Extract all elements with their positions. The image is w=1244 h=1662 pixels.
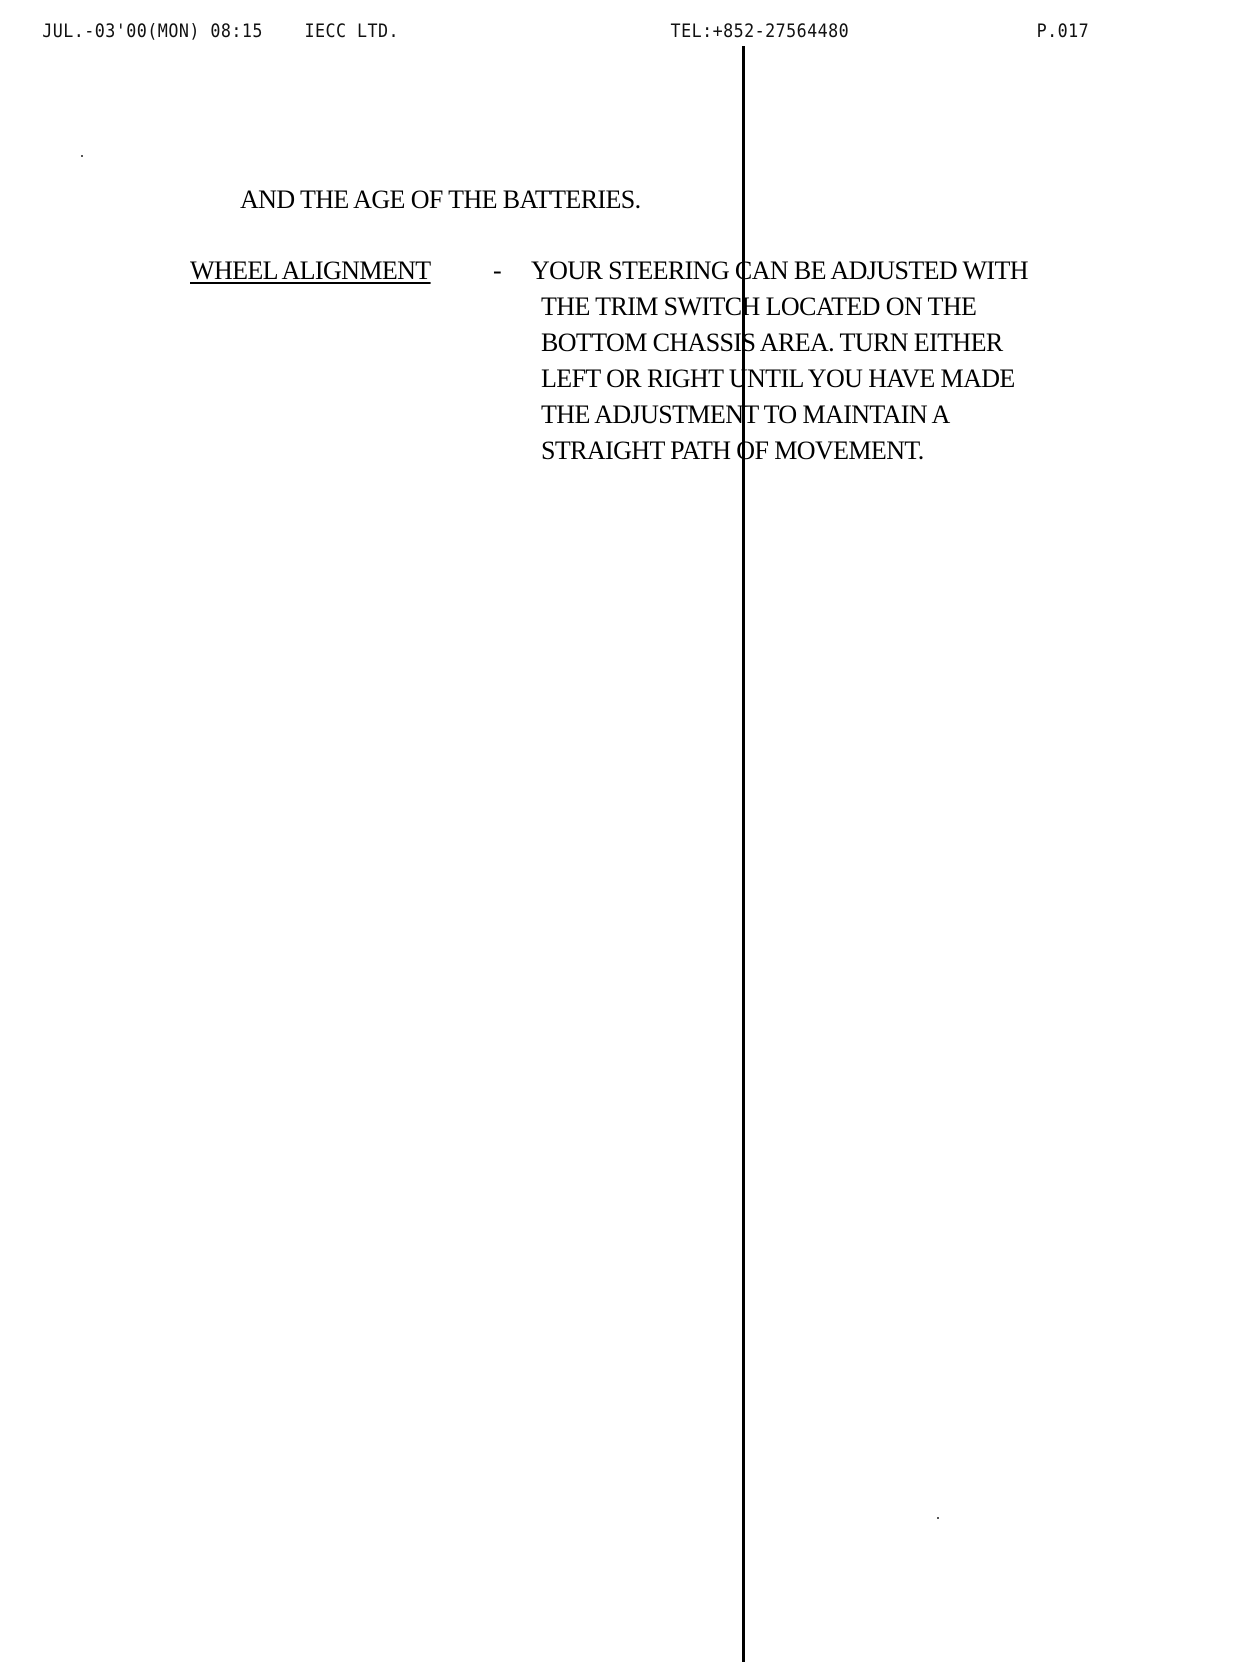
section-body xyxy=(531,253,1028,469)
fax-telephone: TEL:+852-27564480 xyxy=(670,20,850,42)
scan-speck xyxy=(81,155,83,157)
section-separator: - xyxy=(493,256,502,285)
fax-page-number: P.017 xyxy=(1036,20,1090,42)
fax-header xyxy=(0,20,1095,46)
scan-speck xyxy=(937,1517,939,1519)
continuation-line: AND THE AGE OF THE BATTERIES. xyxy=(240,185,641,214)
section-body-line: THE ADJUSTMENT TO MAINTAIN A xyxy=(541,400,950,429)
section-body-line: THE TRIM SWITCH LOCATED ON THE xyxy=(541,292,977,321)
section-body-line: YOUR STEERING CAN BE ADJUSTED WITH xyxy=(531,256,1028,285)
section-body-line: LEFT OR RIGHT UNTIL YOU HAVE MADE xyxy=(541,364,1015,393)
section-body-line: BOTTOM CHASSIS AREA. TURN EITHER xyxy=(541,328,1003,357)
section-title: WHEEL ALIGNMENT xyxy=(190,256,431,285)
section-body-line: STRAIGHT PATH OF MOVEMENT. xyxy=(541,436,924,465)
fax-company: IECC LTD. xyxy=(304,20,400,42)
fax-date-time: JUL.-03'00(MON) 08:15 xyxy=(42,20,263,42)
